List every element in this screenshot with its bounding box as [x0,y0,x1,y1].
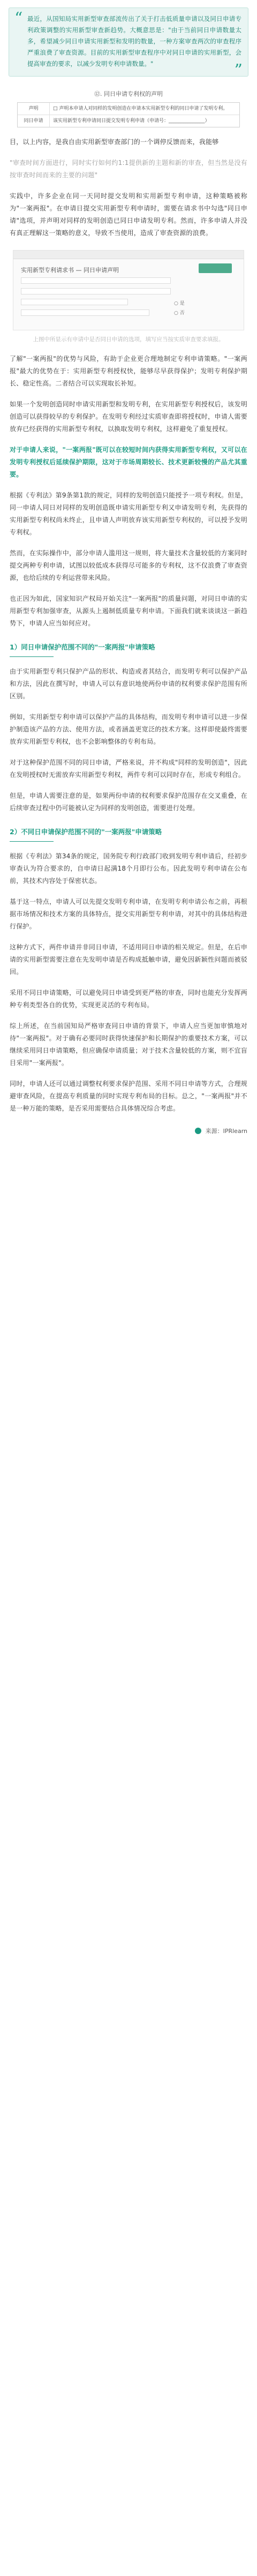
form-row-text: □ 声明本申请人对同样的发明创造在申请本实用新型专利的同日申请了发明专利。 [53,106,228,111]
form-figure-table [17,102,240,127]
section-2-title-text: 2）不同日申请保护范围不同的"一案两报"申请策略 [10,828,162,836]
screenshot-field [21,299,128,305]
body-paragraph: 根据《专利法》第9条第1款的规定，同样的发明创造只能授予一项专利权。但是，同一申请人同日对同样的发明创造既申请实用新型专利又申请发明专利，先获得的实用新型专利权尚未终止，且申请人声明放弃该实用新型专利权的，可以授予发明专利权。 [10,492,247,536]
screenshot-field [21,309,149,316]
quote-close-icon: ” [234,61,243,80]
section-1-title [10,641,247,653]
body-paragraph: 也正因为如此，国家知识产权局开始关注"一案两报"的质量问题，对同日申请的实用新型专利加强审查，从源头上遏制低质量专利申请。下面我们就来谈谈这一新趋势下，申请人应当如何应对。 [10,595,247,627]
screenshot-toolbar [13,251,244,259]
screenshot-caption: 上图中所显示有申请中是否同日申请的选项，填写应当按实质审查要求填报。 [33,336,224,343]
paragraph-3: 了解"一案两报"的优势与风险，有助于企业更合理地制定专利申请策略。"一案两报"最大的优势在于：实用新型专利授权快，能够尽早获得保护；发明专利保护期长、稳定性高。二者结合可以实现取长补短。 [10,355,247,387]
section-2-paragraph: 基于这一特点，申请人可以先提交发明专利申请，在发明专利申请公布之前，再根据市场情况和技术方案的具体特点，提交实用新型专利申请，对其中的具体结构进行保护。 [10,898,247,930]
section-1-paragraph: 例如，实用新型专利申请可以保护产品的具体结构，而发明专利申请可以进一步保护制造该产品的方法、使用方法，或者涵盖更宽泛的技术方案。这样即使最终需要放弃实用新型专利权，也不会影响整体的专利布局。 [10,713,247,745]
form-figure-heading: ⑫. 同日申请专利权的声明 [94,90,163,97]
screenshot-green-button [199,263,232,273]
screenshot-field [21,288,171,294]
article-page [0,7,257,1145]
body-paragraph: 然而，在实际操作中，部分申请人滥用这一规则，将大量技术含量较低的方案同时提交两种专利申请，试图以较低成本获得尽可能多的专利权，这不仅浪费了审查资源，也给后续的专利运营带来风险。 [10,549,247,581]
intro-text: 最近，从国知局实用新型审查部流传出了关于打击低质量申请以及同日申请专利政策调整的实用新型审查新趋势。大概意思是："由于当前同日申请数量太多，希望减少同日申请实用新型和发明的数量，一种方案审查两次的审查程序严重浪费了审查资源。目前的实用新型审查程序中对同日申请的实用新型，会提高审查的要求，以减少发明专利申请数量。" [27,15,241,67]
closing-paragraph: 综上所述，在当前国知局严格审查同日申请的背景下，申请人应当更加审慎地对待"一案两报"。对于确有必要同时获得快速保护和长期保护的重要技术方案，可以继续采用同日申请策略，但应确保申请质量；对于技术含量较低的方案，则不宜盲目采用"一案两报"。 [10,1022,247,1067]
paragraph-2: 实践中，许多企业在同一天同时提交发明和实用新型专利申请，这种策略被称为"一案两报"。在申请日提交实用新型专利申请时，需要在请求书中勾选"同日申请"选项，并声明对同样的发明创造已同日申请发明专利。然而，许多申请人并没有真正理解这一策略的意义，导致不当使用，造成了审查资源的浪费。 [10,192,247,237]
screenshot-radio-yes: ○ 是 [174,301,185,306]
section-2-paragraph: 采用不同日申请策略，可以避免同日申请受到更严格的审查，同时也能充分发挥两种专利类型各自的优势，实现更灵活的专利布局。 [10,989,247,1009]
screenshot-radio-no: ○ 否 [174,311,185,316]
intro-quote-box [9,7,248,80]
form-row [18,103,239,115]
closing-paragraph: 同时，申请人还可以通过调整权利要求保护范围、采用不同日申请等方式，合理规避审查风险，在提高专利质量的同时实现专利布局的目标。总之，"一案两报"并不是一种万能的策略，是否采用需要结合具体情况综合考虑。 [10,1080,247,1112]
form-row-label: 同日申请 [18,115,50,127]
form-row-text: 该实用新型专利申请同日提交发明专利申请（申请号：_______________） [53,118,210,124]
section-divider [10,656,54,657]
section-1-title-text: 1）同日申请保护范围不同的"一案两报"申请策略 [10,643,155,651]
body-paragraph-highlight: 对于申请人来说，"一案两报"既可以在较短时间内获得实用新型专利权，又可以在发明专利授权后延续保护期限，这对于市场周期较长、技术更新较慢的产品尤其重要。 [10,446,247,478]
screenshot-field [21,277,171,284]
section-2-paragraph: 根据《专利法》第34条的规定，国务院专利行政部门收到发明专利申请后，经初步审查认为符合要求的，自申请日起满18个月即行公布。因此发明专利申请在公布前，其技术内容处于保密状态。 [10,852,247,885]
screenshot-title: 实用新型专利请求书 — 同日申请声明 [21,267,119,274]
section-1-paragraph: 但是，申请人需要注意的是，如果两份申请的权利要求保护范围存在交叉重叠，在后续审查过程中仍可能被认定为同样的发明创造，需要进行处理。 [10,792,247,812]
section-2-title [10,826,247,838]
form-row [18,115,239,127]
section-1-paragraph: 由于实用新型专利只保护产品的形状、构造或者其结合，而发明专利可以保护产品和方法，因此在撰写时，申请人可以有意识地使两份申请的权利要求保护范围有所区别。 [10,668,247,700]
body-paragraph: 如果一个发明创造同时申请实用新型和发明专利，在实用新型专利授权后，该发明创造可以获得较早的专利保护。在发明专利经过实质审查即将授权时，申请人需要放弃已经获得的实用新型专利权，以换取发明专利权，这样避免了重复授权。 [10,401,247,433]
section-1-paragraph: 对于这种保护范围不同的同日申请，严格来说，并不构成"同样的发明创造"，因此在发明授权时无需放弃实用新型专利权，两件专利可以同时存在，形成专利组合。 [10,759,247,779]
source-text: 来源：IPRlearn [205,1128,247,1135]
paragraph-1: 目，以上内容，是我自由实用新型审查部门的一个调停反馈而来，我能够 [10,138,219,146]
quote-open-icon: “ [14,9,23,28]
source-logo-icon [195,1128,201,1134]
form-figure [17,89,240,127]
source-footer [10,1127,247,1136]
form-row-label: 声明 [18,103,50,115]
section-2-paragraph: 这种方式下，两件申请并非同日申请，不适用同日申请的相关规定。但是，在后申请的实用新型需要注意在先发明申请是否构成抵触申请，避免因新颖性问题而被驳回。 [10,943,247,976]
form-screenshot [13,250,244,330]
paragraph-1b: "审查时间方面进行，同时实行如何约1:1提供新的主题和新的审查，但当然是没有按审查时间而来的主要的问题" [10,159,247,179]
section-divider [10,841,54,842]
